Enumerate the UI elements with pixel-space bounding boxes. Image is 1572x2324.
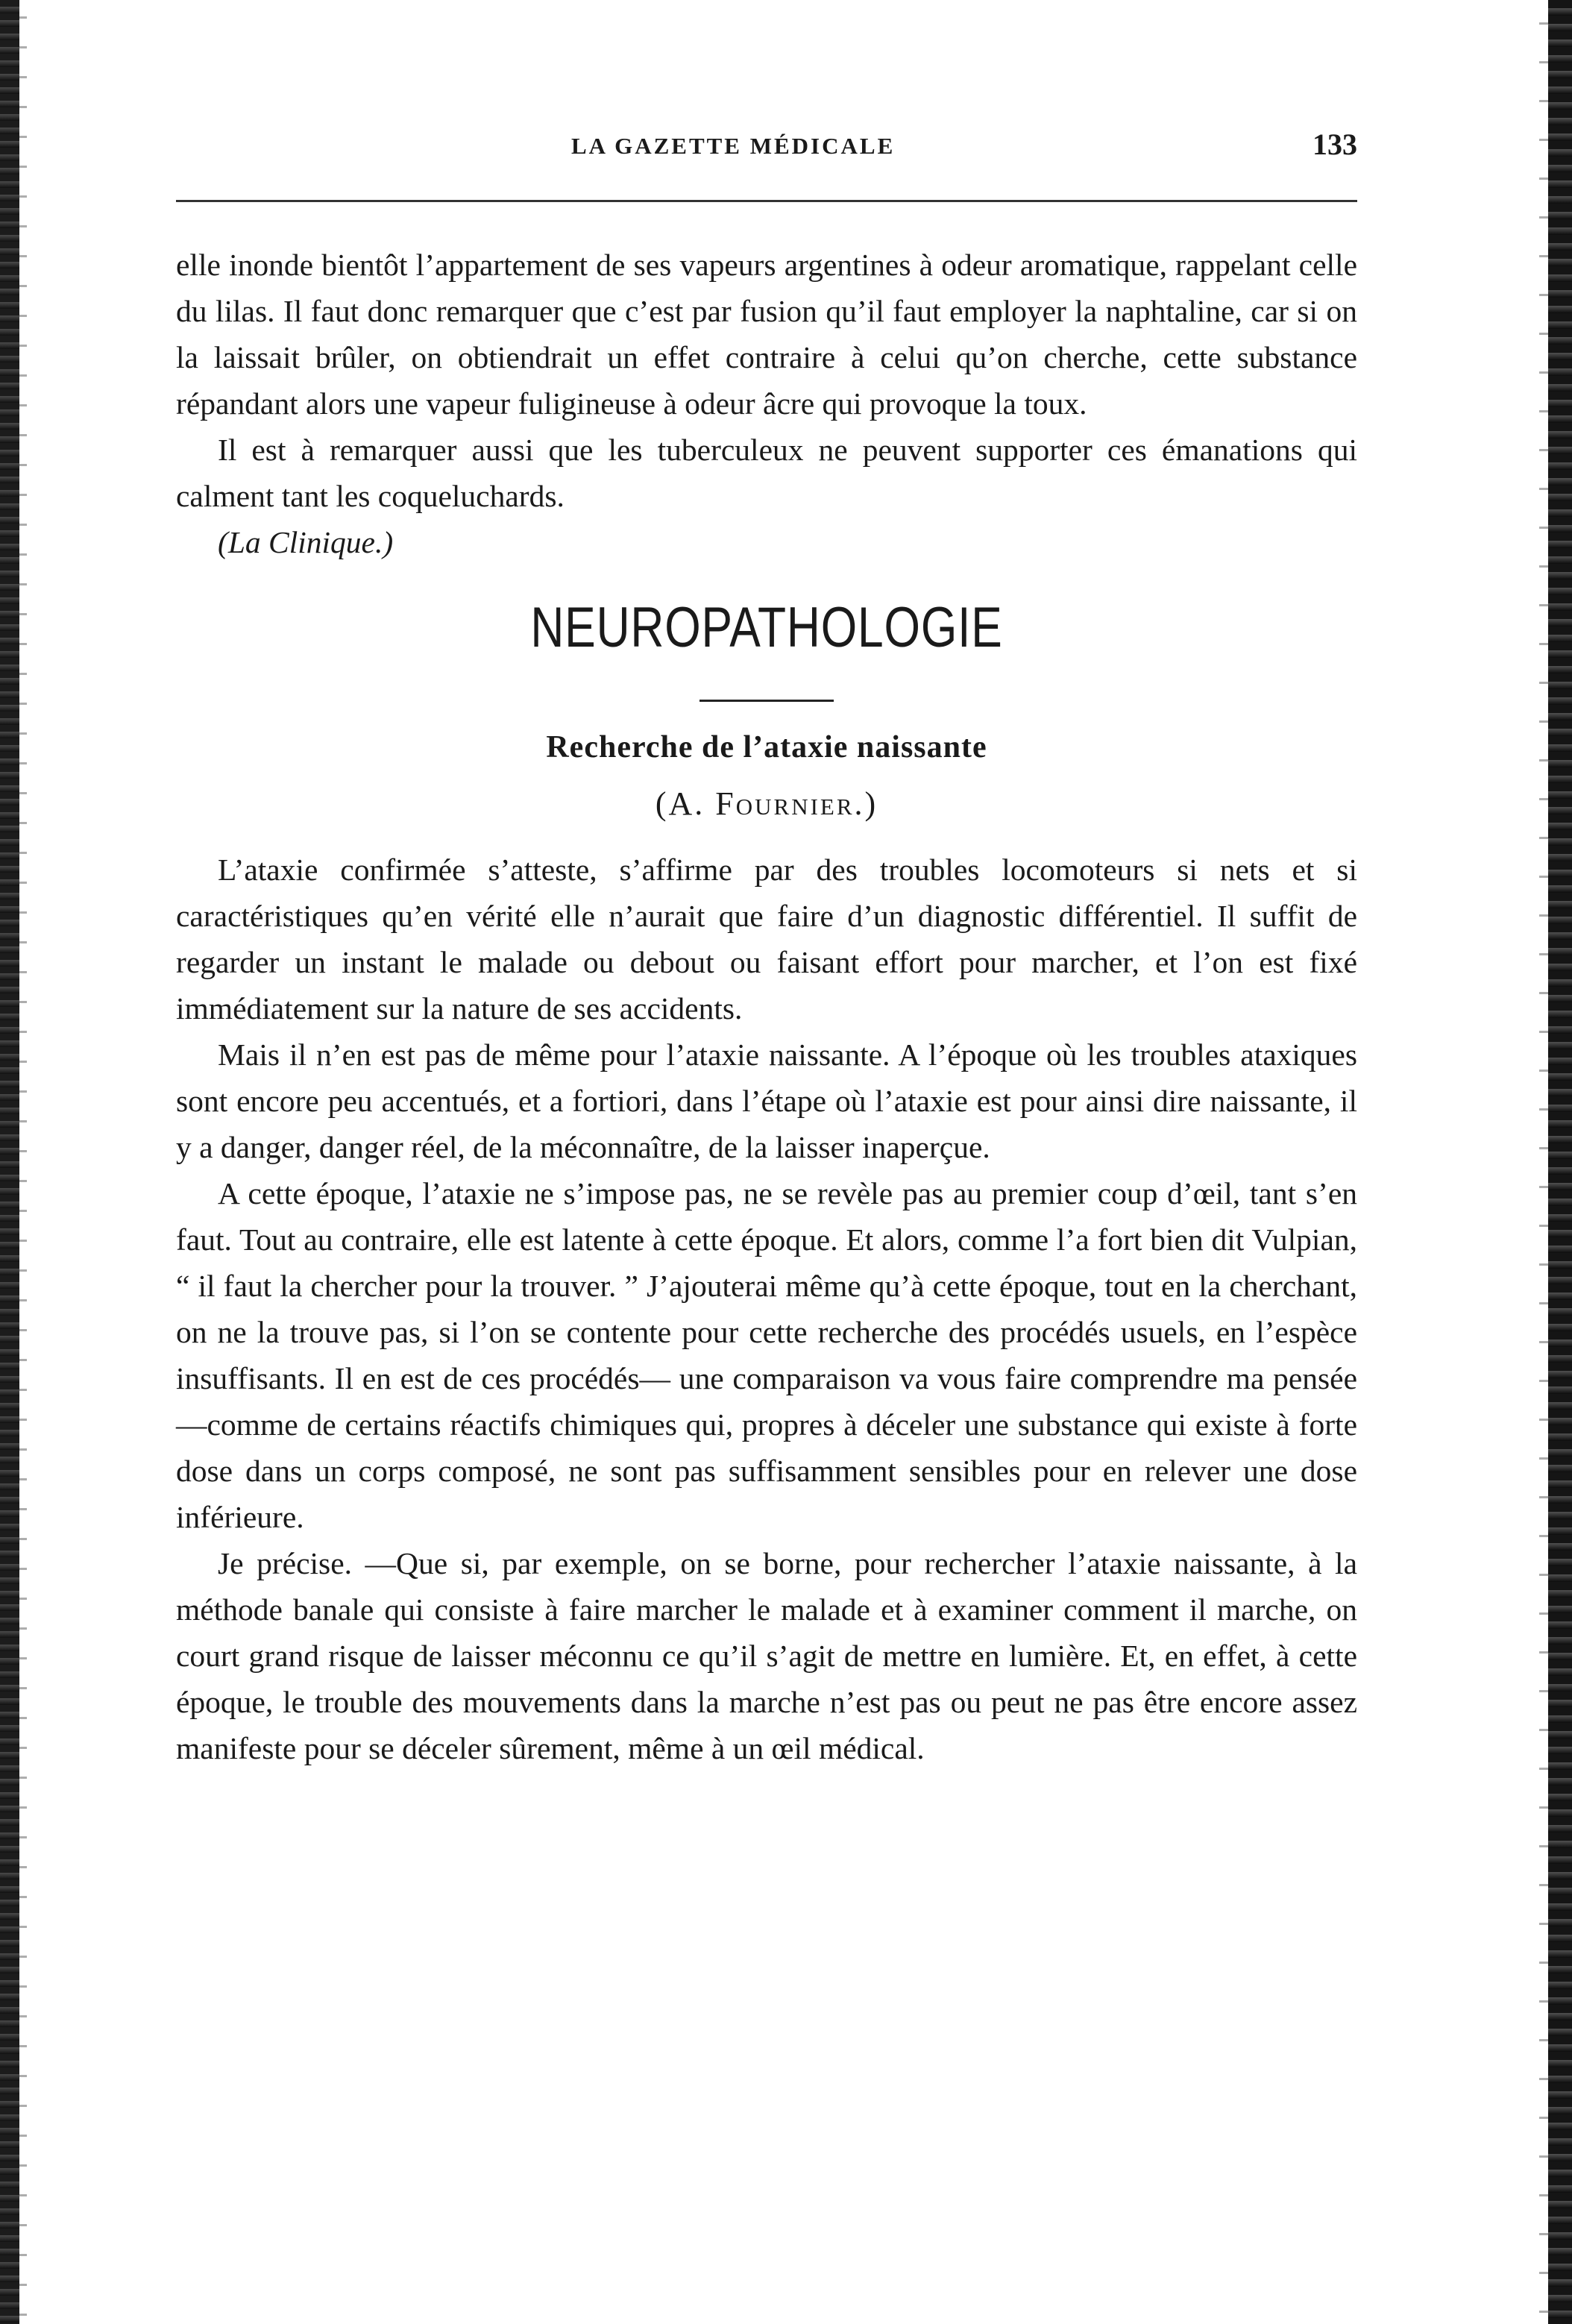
article-title: Recherche de l’ataxie naissante xyxy=(546,730,987,764)
article-paragraph: L’ataxie confirmée s’atteste, s’affirme par des troubles locomoteurs si nets et si caractéristiques qu’en vérité elle n’aurait que faire d’un diagnostic différentiel. Il suffit de regarder un instant le malade ou debout ou faisant effort pour marcher, et l’on est fixé immédiatement sur la nature de ses accidents. xyxy=(176,852,1357,1026)
page xyxy=(176,112,1357,1765)
author-open: (A. xyxy=(655,785,716,822)
running-head xyxy=(176,112,1357,164)
article-paragraph: A cette époque, l’ataxie ne s’impose pas, ne se revèle pas au premier coup d’œil, tant s’en faut. Tout au contraire, elle est latente à cette époque. Et alors, comme l’a fort bien dit Vulpian, “ il faut la chercher pour la trouver. ” J’ajouterai même qu’à cette époque, tout en la cherchant, on ne la trouve pas, si l’on se contente pour cette recherche des procédés usuels, en l’espèce insuffisants. Il en est de ces procédés— une comparaison va vous faire comprendre ma pensée—comme de certains réactifs chimiques qui, propres à déceler une substance qui existe à forte dose dans un corps composé, ne sont pas suffisamment sensibles pour en relever une dose inférieure. xyxy=(176,1176,1357,1534)
scan-edge-right-noise xyxy=(1539,0,1548,2324)
section-title-rule xyxy=(699,700,834,702)
author-name: Fournier xyxy=(715,785,855,822)
article-author xyxy=(176,779,1357,829)
author-close: .) xyxy=(854,785,878,822)
citation: (La Clinique.) xyxy=(218,525,394,559)
running-title: LA GAZETTE MÉDICALE xyxy=(571,133,896,159)
section-title: NEUROPATHOLOGIE xyxy=(530,596,1003,659)
article-paragraph: Mais il n’en est pas de même pour l’ataxie naissante. A l’époque où les troubles ataxiques sont encore peu accentués, et a fortiori, dans l’étape où l’ataxie est pour ainsi dire naissante, il y a danger, danger réel, de la méconnaître, de la laisser inaperçue. xyxy=(176,1037,1357,1164)
intro-paragraph-1: elle inonde bientôt l’appartement de ses vapeurs argentines à odeur aromatique, rappelant celle du lilas. Il faut donc remarquer que c’est par fusion qu’il faut employer la naphtaline, car si on la laissait brûler, on obtiendrait un effet contraire à celui qu’on cherche, cette substance répandant alors une vapeur fuligineuse à odeur âcre qui provoque la toux. xyxy=(176,248,1357,421)
scan-edge-right xyxy=(1548,0,1572,2324)
article-paragraph: Je précise. —Que si, par exemple, on se borne, pour rechercher l’ataxie naissante, à la méthode banale qui consiste à faire marcher le malade et à examiner comment il marche, on court grand risque de laisser méconnu ce qu’il s’agit de mettre en lumière. Et, en effet, à cette époque, le trouble des mouvements dans la marche n’est pas ou peut ne pas être encore assez manifeste pour se déceler sûrement, même à un œil médical. xyxy=(176,1546,1357,1765)
scan-edge-left xyxy=(0,0,19,2324)
intro-paragraph-2: Il est à remarquer aussi que les tuberculeux ne peuvent supporter ces émanations qui calment tant les coqueluchards. xyxy=(176,433,1357,513)
page-number: 133 xyxy=(1312,128,1357,161)
header-rule xyxy=(176,200,1357,202)
scan-edge-left-noise xyxy=(19,0,27,2324)
body-text xyxy=(176,242,1357,1771)
